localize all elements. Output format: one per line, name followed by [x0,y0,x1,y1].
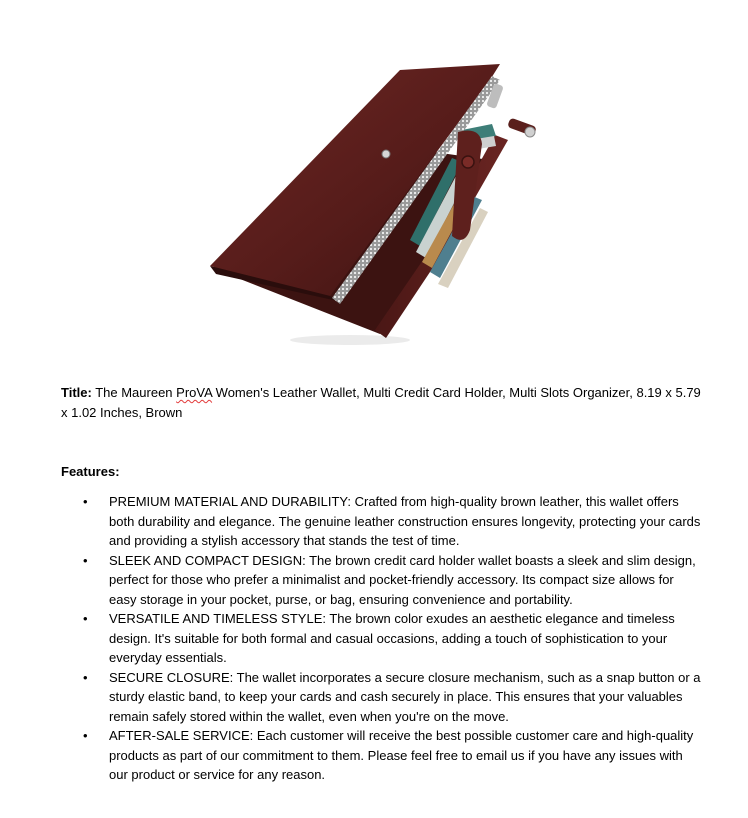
snap-button-icon [462,156,474,168]
title-label: Title: [61,385,92,400]
feature-text: AFTER-SALE SERVICE: Each customer will receive the best possible customer care and high-quality products as part of our commitment to them. Please feel free to email us if you have any issues with our product or service for any reason. [109,728,694,782]
bullet-icon: • [83,552,88,568]
feature-text: SECURE CLOSURE: The wallet incorporates a secure closure mechanism, such as a snap button or a sturdy elastic band, to keep your cards and cash securely in place. This ensures that your valuables remain safely stored within the wallet, even when you're on the move. [109,669,701,724]
bullet-icon: • [83,669,88,685]
list-item [61,492,701,551]
feature-text: PREMIUM MATERIAL AND DURABILITY: Crafted from high-quality brown leather, this wallet offers both durability and elegance. The genuine leather construction ensures longevity, protecting your cards and providing a stylish accessory that stands the test of time. [109,494,701,548]
bullet-icon: • [83,611,88,626]
zipper-pull-icon [486,83,537,137]
wallet-photo [190,40,560,360]
title-text-end: Women's Leather Wallet, Multi Credit Card Holder, Multi Slots Organizer, 8.19 x 5.79 x 1.02 Inches, Brown [61,385,701,420]
feature-text: VERSATILE AND TIMELESS STYLE: The brown color exudes an aesthetic elegance and timeless design. It's suitable for both formal and casual occasions, adding a touch of sophistication to your everyday essentials. [109,611,675,665]
feature-text: SLEEK AND COMPACT DESIGN: The brown credit card holder wallet boasts a sleek and slim design, perfect for those who prefer a minimalist and pocket-friendly accessory. Its compact size allows for easy storage in your pocket, purse, or bag, ensuring convenience and portability. [109,552,696,607]
product-title [61,383,701,422]
bullet-icon: • [83,728,88,743]
list-item [61,668,701,727]
features-heading: Features: [61,464,120,479]
list-item [61,726,701,785]
features-list [61,492,701,785]
list-item [61,609,701,668]
title-text-start: The Maureen [95,385,177,400]
bullet-icon: • [83,494,88,509]
logo-rivet-icon [382,150,390,158]
list-item [61,551,701,610]
spellcheck-word[interactable]: ProVA [176,385,213,400]
